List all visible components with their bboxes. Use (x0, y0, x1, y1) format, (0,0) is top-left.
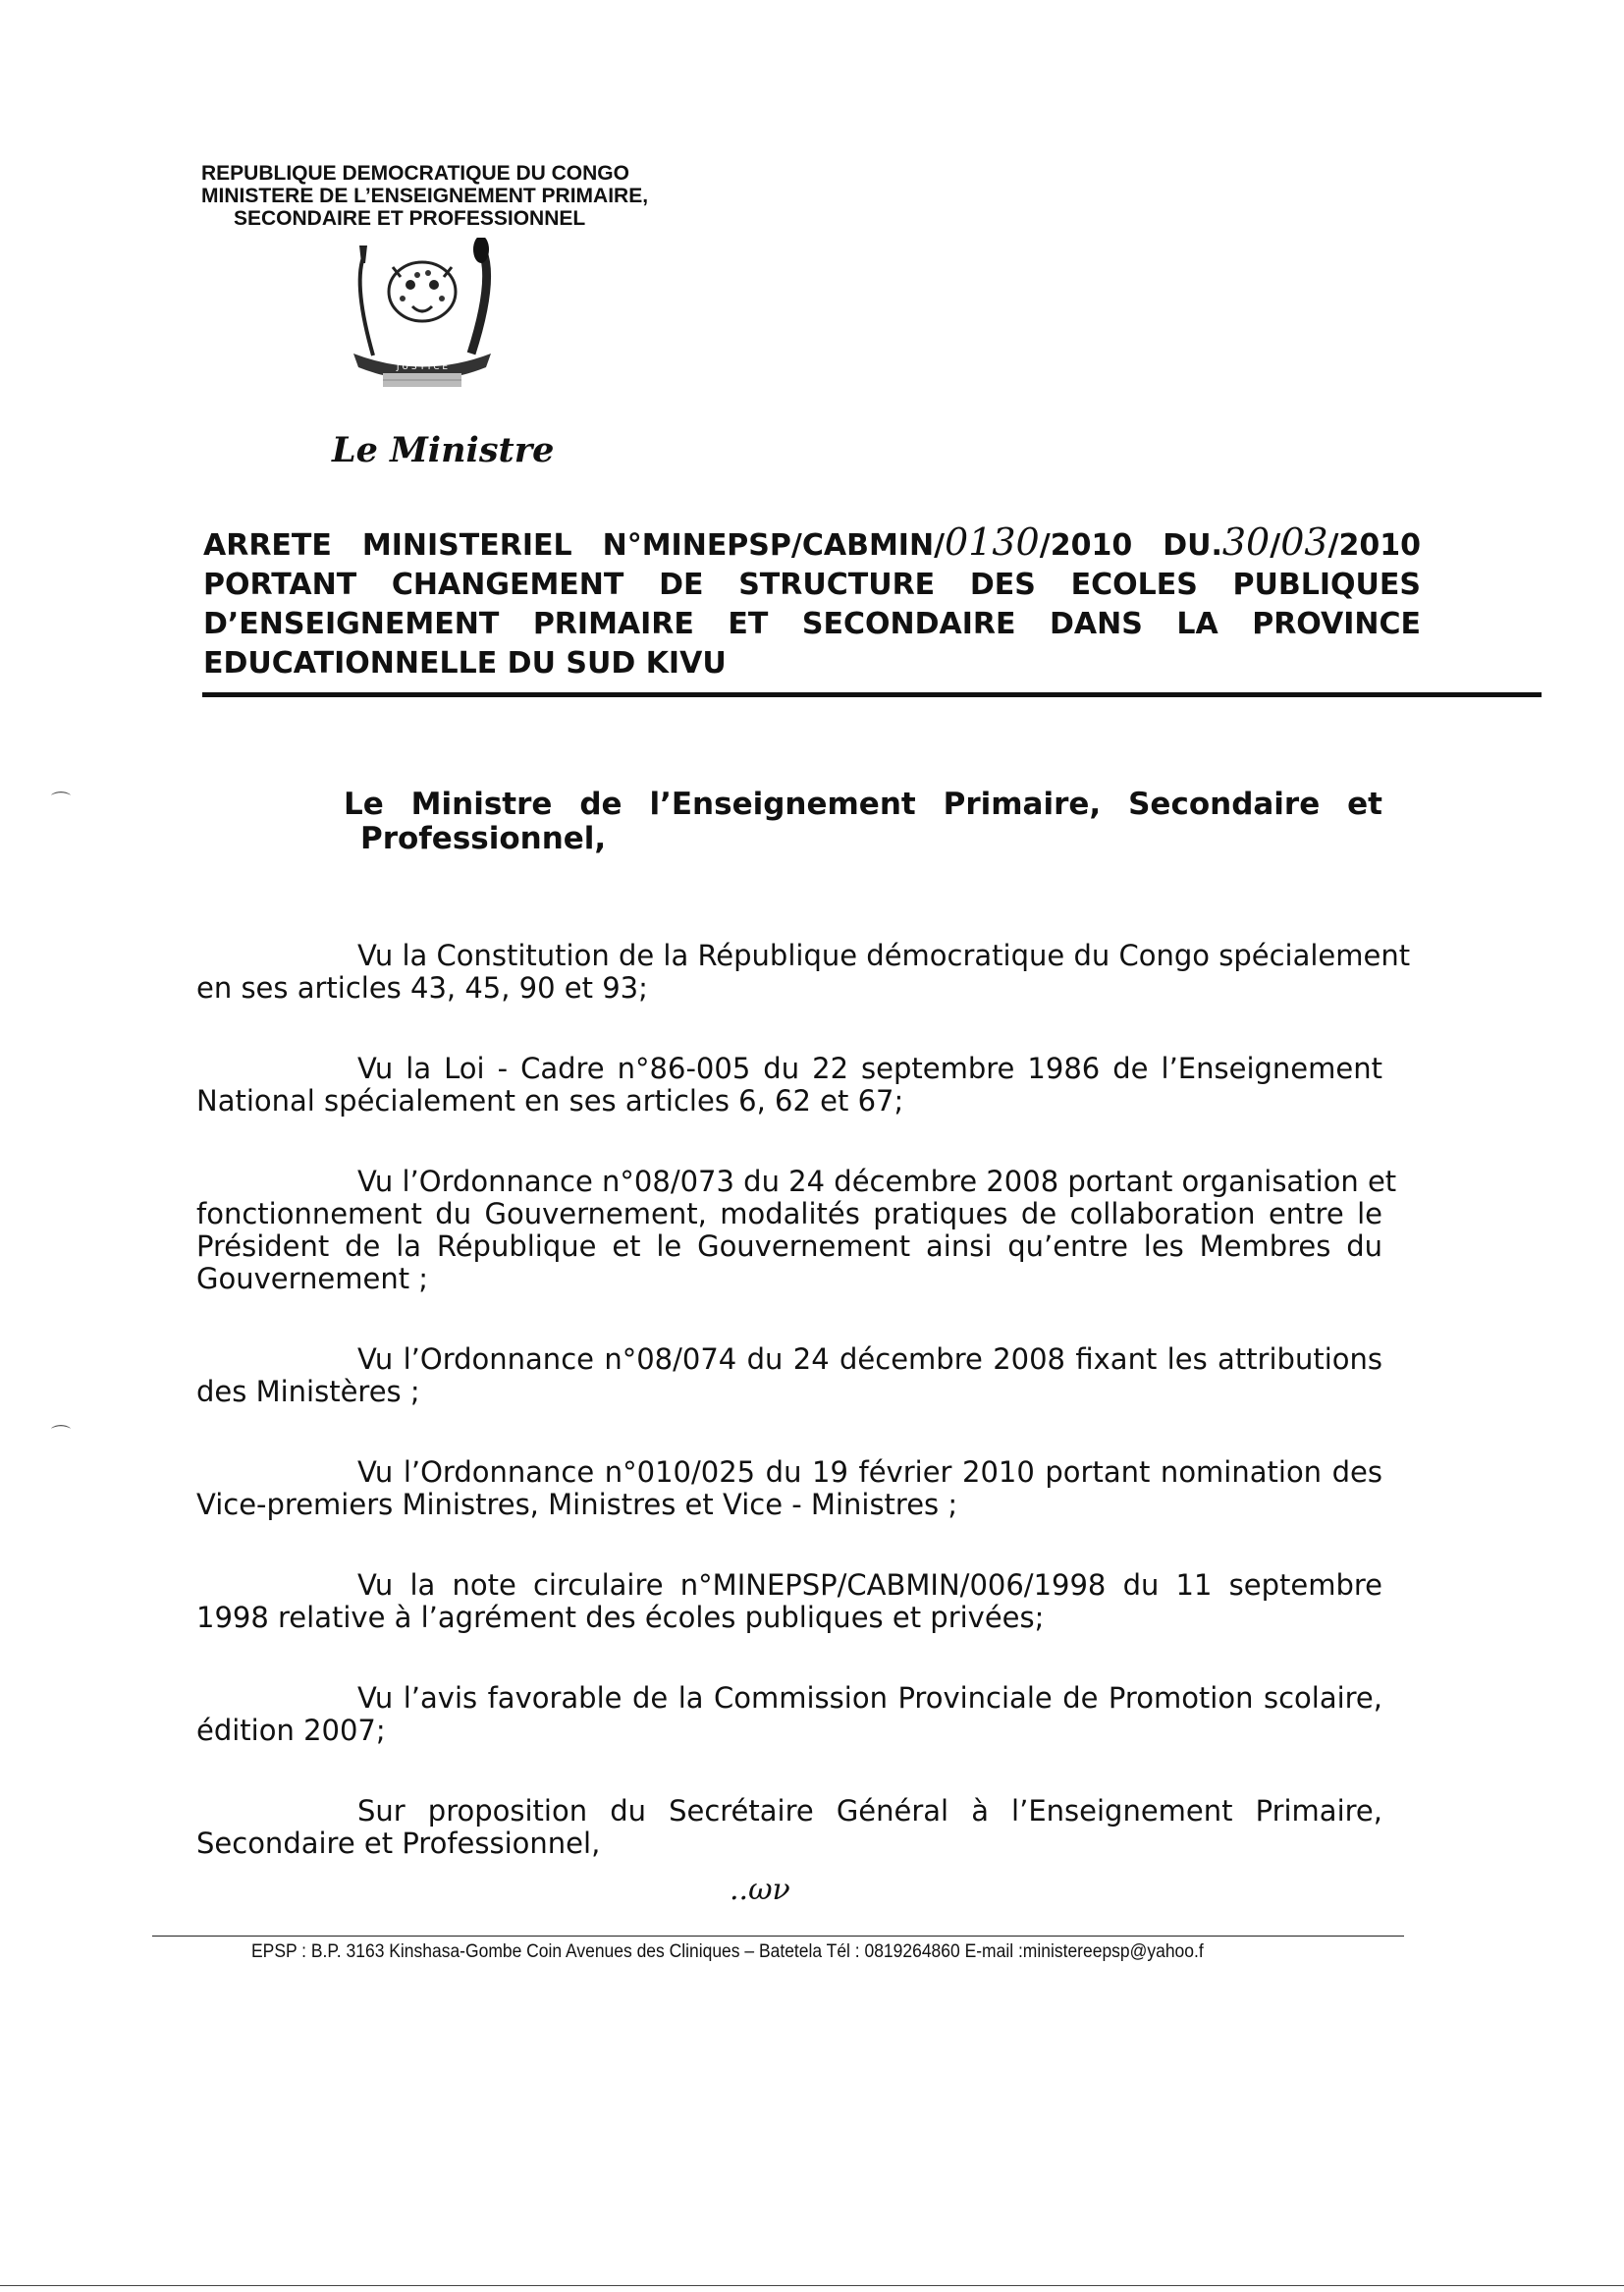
paragraph-avis-favorable (196, 1682, 1382, 1747)
paragraph-line: Vu l’Ordonnance n°08/073 du 24 décembre 2008 portant organisation et (357, 1165, 1397, 1198)
decree-body (196, 939, 1411, 1908)
heading-line-1: Le Ministre de l’Enseignement Primaire, Secondaire et (344, 787, 1382, 822)
minister-label: Le Ministre (332, 430, 555, 470)
paragraph-line: édition 2007; (196, 1714, 386, 1747)
footer-contact: EPSP : B.P. 3163 Kinshasa-Gombe Coin Avenues des Cliniques – Batetela Tél : 0819264860 E-mail :ministereepsp@yahoo.f (251, 1941, 1204, 1962)
page-bottom-edge (0, 2285, 1624, 2286)
title-line-4: EDUCATIONNELLE DU SUD KIVU (203, 646, 727, 681)
letterhead (201, 162, 648, 230)
paragraph-line: Vice-premiers Ministres, Ministres et Vice - Ministres ; (196, 1488, 958, 1521)
paragraph-line: Vu la note circulaire n°MINEPSP/CABMIN/006/1998 du 11 septembre (357, 1568, 1382, 1602)
handwritten-month: 03 (1280, 520, 1328, 564)
paragraph-line: en ses articles 43, 45, 90 et 93; (196, 971, 648, 1005)
decree-number-line (203, 522, 1421, 566)
coat-of-arms-icon (324, 238, 520, 399)
decree-year-du: /2010 DU. (1039, 528, 1222, 563)
paragraph-line: Vu l’Ordonnance n°010/025 du 19 février 2010 portant nomination des (357, 1455, 1382, 1489)
decree-title (203, 522, 1421, 683)
paragraph-line: des Ministères ; (196, 1375, 420, 1408)
paragraph-ordonnance-074 (196, 1343, 1382, 1408)
title-line-3: D’ENSEIGNEMENT PRIMAIRE ET SECONDAIRE DANS LA PROVINCE (203, 607, 1421, 641)
handwritten-day: 30 (1221, 520, 1271, 564)
paragraph-line: Sur proposition du Secrétaire Général à l’Enseignement Primaire, (357, 1794, 1382, 1828)
paragraph-line: Président de la République et le Gouvernement ainsi qu’entre les Membres du (196, 1229, 1382, 1263)
minister-heading (344, 788, 1382, 856)
heading-line-2: Professionnel, (360, 821, 607, 856)
handwritten-initials: ..ων (730, 1873, 790, 1907)
paragraph-line: Vu l’Ordonnance n°08/074 du 24 décembre 2008 fixant les attributions (357, 1342, 1382, 1376)
decree-prefix: ARRETE MINISTERIEL N°MINEPSP/CABMIN/ (203, 528, 946, 563)
paragraph-line: Vu la Loi - Cadre n°86-005 du 22 septembre 1986 de l’Enseignement (357, 1052, 1382, 1085)
letterhead-ministry-cont: SECONDAIRE ET PROFESSIONNEL (234, 207, 586, 230)
title-line-2: PORTANT CHANGEMENT DE STRUCTURE DES ECOLES PUBLIQUES (203, 568, 1421, 602)
paragraph-constitution (196, 939, 1411, 1005)
handwritten-decree-number: 0130 (945, 520, 1040, 564)
paragraph-ordonnance-025 (196, 1456, 1382, 1521)
paragraph-line: Gouvernement ; (196, 1262, 429, 1295)
paragraph-line: Vu la Constitution de la République démocratique du Congo spécialement (357, 939, 1411, 972)
date-separator: / (1270, 528, 1281, 563)
decree-year-end: /2010 (1327, 528, 1421, 563)
svg-text:J U S T I C E: J U S T I C E (396, 362, 449, 372)
paragraph-line: Secondaire et Professionnel, (196, 1827, 601, 1860)
letterhead-republic: REPUBLIQUE DEMOCRATIQUE DU CONGO (201, 162, 629, 185)
paragraph-ordonnance-073 (196, 1165, 1397, 1295)
letterhead-ministry: MINISTERE DE L’ENSEIGNEMENT PRIMAIRE, (201, 185, 649, 207)
paragraph-note-circulaire (196, 1569, 1382, 1634)
scan-artifact-mark: ⌒ (51, 790, 71, 813)
title-divider (202, 692, 1542, 697)
paragraph-line: 1998 relative à l’agrément des écoles publiques et privées; (196, 1601, 1045, 1634)
paragraph-line: Vu l’avis favorable de la Commission Provinciale de Promotion scolaire, (357, 1681, 1382, 1715)
paragraph-proposition (196, 1795, 1382, 1860)
paragraph-loi-cadre (196, 1053, 1382, 1118)
paragraph-line: National spécialement en ses articles 6, 62 et 67; (196, 1084, 904, 1118)
scan-artifact-mark: ⌒ (51, 1423, 71, 1446)
footer-divider (152, 1936, 1404, 1937)
paragraph-line: fonctionnement du Gouvernement, modalités pratiques de collaboration entre le (196, 1197, 1382, 1230)
